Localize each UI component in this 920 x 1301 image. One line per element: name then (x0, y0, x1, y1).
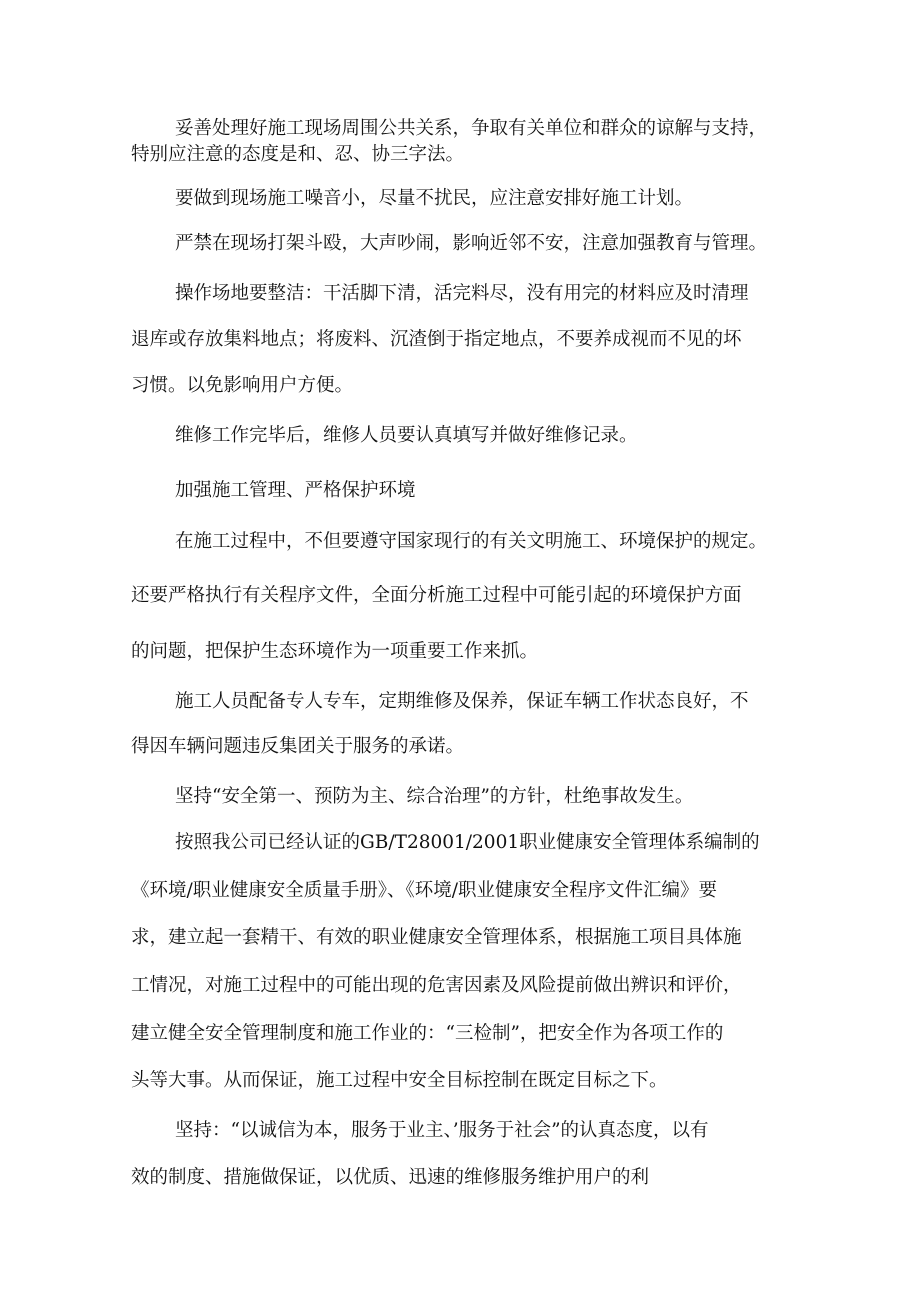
text-line: 《环境/职业健康安全质量手册》、《环境/职业健康安全程序文件汇编》要 (131, 880, 717, 901)
section-heading: 加强施工管理、严格保护环境 (175, 480, 416, 501)
text-line: 特别应注意的态度是和、忍、协三字法。 (131, 144, 465, 165)
text-line: 求，建立起一套精干、有效的职业健康安全管理体系，根据施工项目具体施 (131, 927, 742, 948)
text-line: 头等大事。从而保证，施工过程中安全目标控制在既定目标之下。 (131, 1070, 668, 1091)
text-line: 退库或存放集料地点；将废料、沉渣倒于指定地点，不要养成视而不见的坏 (131, 329, 742, 350)
text-line: 操作场地要整洁：干活脚下清，活完料尽，没有用完的材料应及时清理 (175, 283, 749, 304)
text-line: 严禁在现场打架斗殴，大声吵闹，影响近邻不安，注意加强教育与管理。 (175, 233, 768, 254)
text-line: 施工人员配备专人专车，定期维修及保养，保证车辆工作状态良好，不 (175, 691, 749, 712)
text-line: 维修工作完毕后，维修人员要认真填写并做好维修记录。 (175, 425, 638, 446)
text-line: 效的制度、措施做保证，以优质、迅速的维修服务维护用户的利 (131, 1167, 650, 1188)
text-line: 要做到现场施工噪音小，尽量不扰民，应注意安排好施工计划。 (175, 188, 694, 209)
text-line: 得因车辆问题违反集团关于服务的承诺。 (131, 736, 465, 757)
text-line: 按照我公司已经认证的GB/T28001/2001职业健康安全管理体系编制的 (175, 832, 760, 853)
text-line: 建立健全安全管理制度和施工作业的：“三检制”，把安全作为各项工作的 (131, 1023, 724, 1044)
text-line: 习惯。以免影响用户方便。 (131, 375, 354, 396)
text-line: 在施工过程中，不但要遵守国家现行的有关文明施工、环境保护的规定。 (175, 531, 768, 552)
text-line: 工情况，对施工过程中的可能出现的危害因素及风险提前做出辨识和评价， (131, 975, 742, 996)
text-line: 妥善处理好施工现场周围公共关系，争取有关单位和群众的谅解与支持， (175, 118, 768, 139)
text-line: 坚持“安全第一、预防为主、综合治理”的方针，杜绝事故发生。 (175, 786, 694, 807)
text-line: 的问题，把保护生态环境作为一项重要工作来抓。 (131, 641, 539, 662)
text-line: 还要严格执行有关程序文件，全面分析施工过程中可能引起的环境保护方面 (131, 585, 742, 606)
text-line: 坚持：“以诚信为本，服务于业主、’服务于社会”的认真态度，以有 (175, 1120, 709, 1141)
